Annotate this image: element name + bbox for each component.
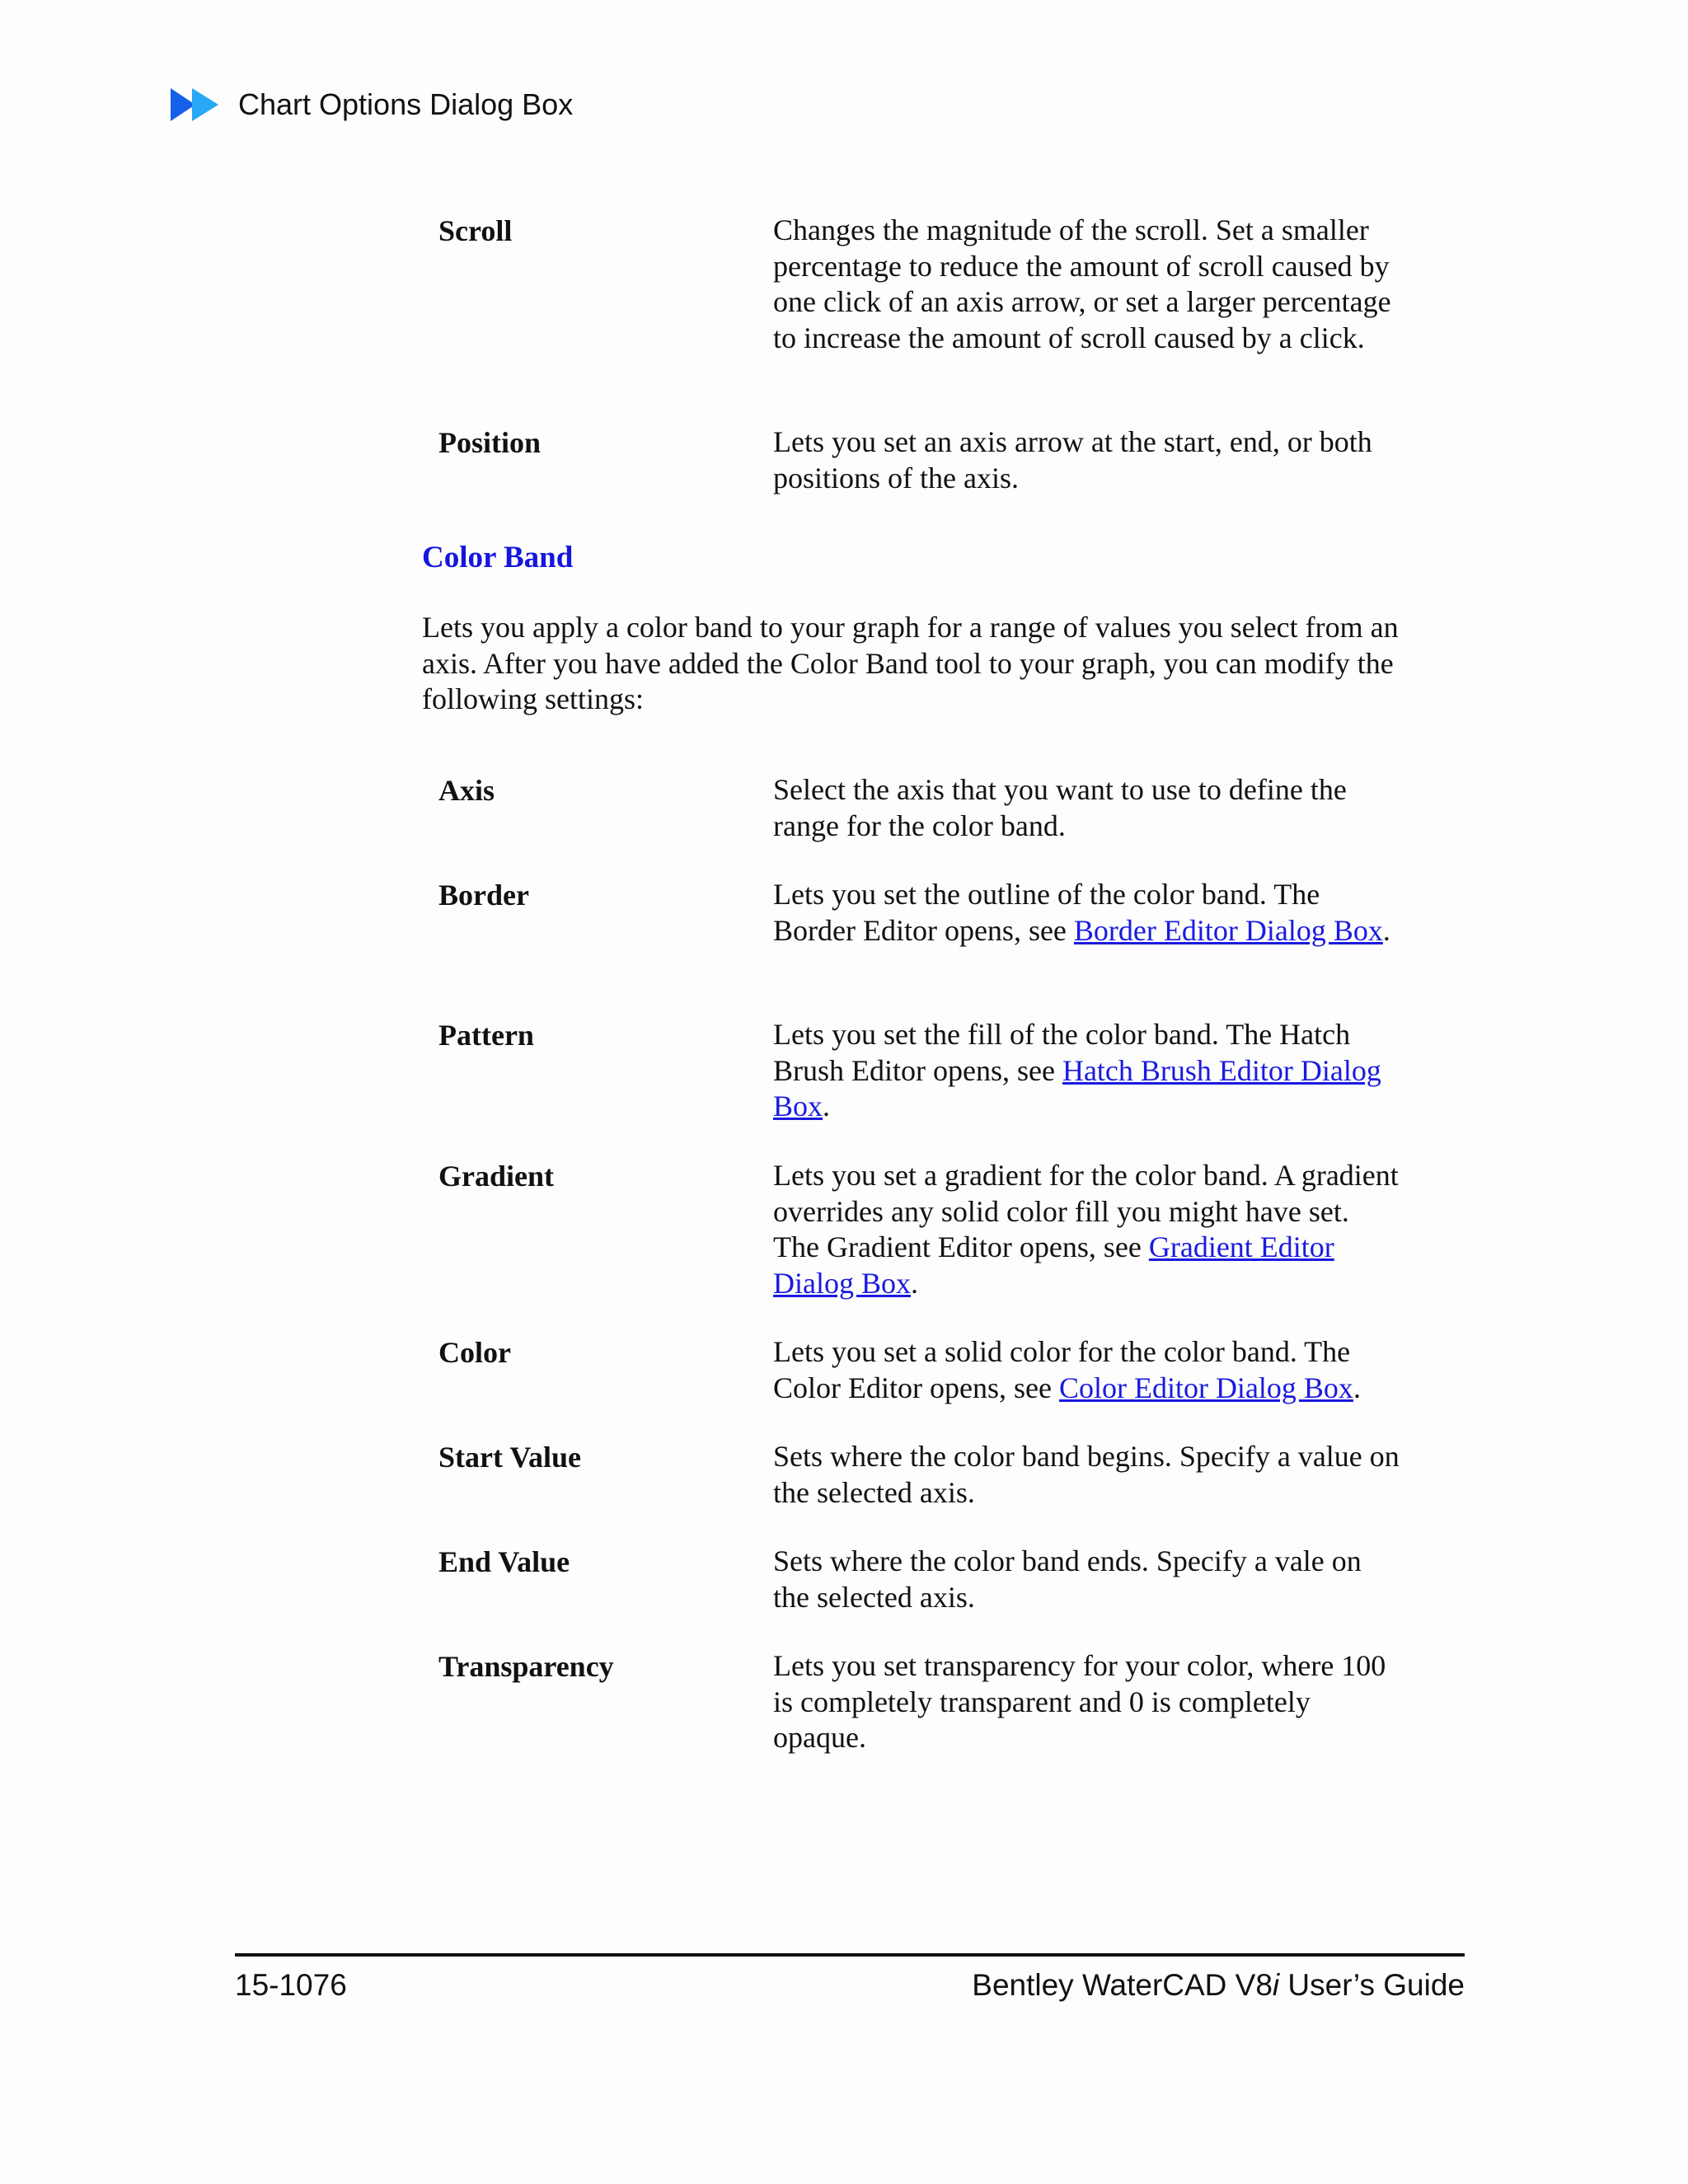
table-row xyxy=(438,1158,1428,1334)
header-title: Chart Options Dialog Box xyxy=(238,87,574,121)
page-header xyxy=(169,87,573,123)
table-row xyxy=(438,424,1428,496)
term-label: Scroll xyxy=(438,214,513,247)
intro-paragraph: Lets you apply a color band to your graph for a range of values you select from an axis. After you have added the Color Band tool to your graph, you can modify the following settings: xyxy=(422,611,1399,715)
term-label: Position xyxy=(438,426,542,459)
term-description: Sets where the color band begins. Specify a value on the selected axis. xyxy=(773,1440,1400,1509)
term-description: Sets where the color band ends. Specify a vale on the selected axis. xyxy=(773,1544,1362,1614)
table-row xyxy=(438,1334,1428,1439)
table-row xyxy=(438,1017,1428,1158)
color-band-table xyxy=(438,772,1428,1756)
term-label: Gradient xyxy=(438,1160,554,1193)
term-label: Border xyxy=(438,879,529,912)
term-label: End Value xyxy=(438,1545,570,1578)
term-description: Lets you set transparency for your color, where 100 is completely transparent and 0 is completely opaque. xyxy=(773,1649,1386,1754)
table-row xyxy=(438,1439,1428,1544)
term-description: Lets you set an axis arrow at the start, end, or both positions of the axis. xyxy=(773,425,1372,494)
term-description: Changes the magnitude of the scroll. Set a smaller percentage to reduce the amount of scroll caused by one click of an axis arrow, or set a larger percentage to increase the amount of scroll caused by a click. xyxy=(773,213,1391,354)
hatch-brush-editor-link[interactable]: Hatch Brush Editor Dialog Box xyxy=(773,1053,1381,1122)
table-row xyxy=(438,1544,1428,1648)
term-description: Lets you set a solid color for the color band. The Color Editor opens, see Color Editor Dialog Box. xyxy=(773,1335,1361,1404)
term-label: Start Value xyxy=(438,1441,582,1474)
table-row xyxy=(438,772,1428,877)
term-description: Lets you set the outline of the color band. The Border Editor opens, see Border Editor Dialog Box. xyxy=(773,878,1390,947)
term-label: Transparency xyxy=(438,1650,614,1683)
page-number: 15-1076 xyxy=(235,1968,347,2002)
table-row xyxy=(438,877,1428,1017)
term-description: Select the axis that you want to use to define the range for the color band. xyxy=(773,773,1347,842)
guide-title: Bentley WaterCAD V8i User’s Guide xyxy=(972,1968,1465,2002)
term-label: Pattern xyxy=(438,1019,534,1052)
footer-divider xyxy=(235,1953,1465,1957)
table-row xyxy=(438,1648,1428,1756)
table-row xyxy=(438,213,1428,424)
section-heading: Color Band xyxy=(422,541,574,574)
color-editor-link[interactable]: Color Editor Dialog Box xyxy=(1058,1371,1353,1404)
term-description: Lets you set a gradient for the color band. A gradient overrides any solid color fill you might have set. The Gradient Editor opens, see Gradient Editor Dialog Box. xyxy=(773,1159,1399,1300)
term-label: Color xyxy=(438,1336,511,1369)
term-label: Axis xyxy=(438,774,495,807)
double-chevron-right-icon xyxy=(169,87,222,123)
term-description: Lets you set the fill of the color band. The Hatch Brush Editor opens, see Hatch Brush Editor Dialog Box. xyxy=(773,1018,1381,1122)
border-editor-link[interactable]: Border Editor Dialog Box xyxy=(1073,913,1383,947)
gradient-editor-link[interactable]: Gradient Editor Dialog Box xyxy=(773,1230,1334,1300)
axis-arrows-table xyxy=(438,213,1428,496)
